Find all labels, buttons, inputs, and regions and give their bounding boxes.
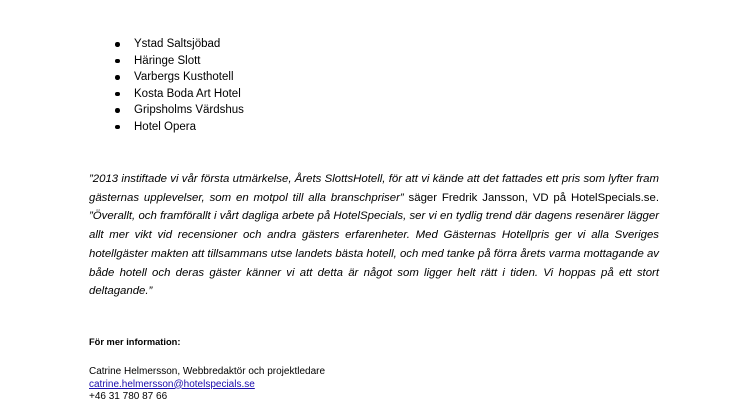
bullet-icon: [115, 92, 120, 97]
bullet-icon: [115, 42, 120, 47]
hotel-name: Ystad Saltsjöbad: [134, 38, 221, 50]
quote-part-2: ”Överallt, och framförallt i vårt dagliga arbete på HotelSpecials, ser vi en tydlig trend där dagens resenärer lägger allt mer vikt vid recensioner och andra gästers erfarenheter. Med Gästernas Hotellpris ger vi alla Sveriges hotellgäster makten att tillsammans utse landets bästa hotell, och med tanke på förra årets varma mottagande av både hotell och deras gäster känner vi att detta är något som ligger helt rätt i tiden. Vi hoppas på ett stort deltagande.”: [89, 210, 659, 298]
bullet-icon: [115, 59, 120, 64]
bullet-icon: [115, 125, 120, 130]
bullet-icon: [115, 108, 120, 113]
list-item: [115, 86, 244, 103]
hotel-list: [115, 36, 244, 135]
quote-part-1: ”2013 instiftade vi vår första utmärkelse, Årets SlottsHotell, för att vi kände att det fattades ett pris som lyfter fram gästernas upplevelser, som en motpol till alla branschpriser”: [89, 173, 659, 204]
phone-number: +46 31 780 87 66: [89, 391, 168, 402]
contact-name: Catrine Helmersson, Webbredaktör och projektledare: [89, 366, 326, 377]
hotel-name: Hotel Opera: [134, 120, 197, 133]
contact-block: [89, 366, 325, 404]
hotel-name: Varbergs Kusthotell: [134, 71, 234, 83]
hotel-name: Kosta Boda Art Hotel: [134, 87, 241, 100]
hotel-name: Häringe Slott: [134, 54, 201, 67]
list-item: [115, 53, 244, 70]
quote-attribution: säger Fredrik Jansson, VD på HotelSpecials.se.: [403, 191, 659, 204]
quote-paragraph: [89, 170, 659, 301]
list-item: [115, 102, 244, 119]
list-item: [115, 119, 244, 136]
list-item: [115, 69, 244, 86]
info-heading: För mer information:: [89, 337, 181, 347]
hotel-name: Gripsholms Värdshus: [134, 104, 244, 116]
email-link[interactable]: catrine.helmersson@hotelspecials.se: [89, 378, 255, 390]
bullet-icon: [115, 75, 120, 80]
list-item: [115, 36, 244, 53]
